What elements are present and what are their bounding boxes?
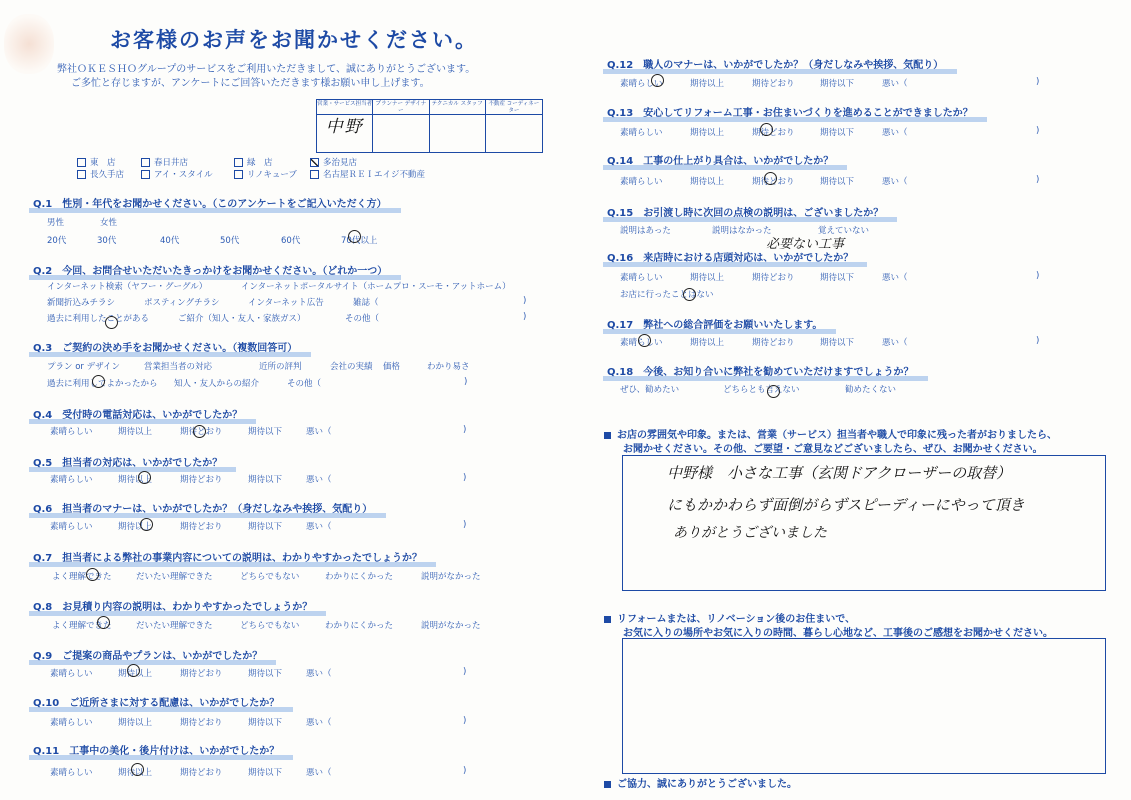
question-label: Q.18 今後、お知り合いに弊社を勧めていただけますでしょうか？ xyxy=(607,363,914,378)
question-label: Q.13 安心してリフォーム工事・お住まいづくりを進めることができましたか？ xyxy=(607,104,973,119)
pen-mark-circle-icon xyxy=(140,518,153,531)
square-bullet-icon xyxy=(604,781,611,788)
staff-name-handwritten: 中野 xyxy=(325,117,364,137)
answer-option[interactable]: 期待以下 xyxy=(248,427,283,437)
closing-paren: ) xyxy=(1036,175,1040,185)
answer-option[interactable]: インターネット検索（ヤフー・グーグル） xyxy=(47,282,208,292)
answer-option[interactable]: インターネット広告 xyxy=(248,298,324,308)
answer-option[interactable]: 営業担当者の対応 xyxy=(144,362,213,372)
pen-mark-circle-icon xyxy=(138,471,151,484)
question-label: Q.8 お見積り内容の説明は、わかりやすかったでしょうか？ xyxy=(33,598,312,613)
pen-mark-circle-icon xyxy=(651,74,664,87)
answer-option[interactable]: どちらでもない xyxy=(240,572,300,582)
answer-option[interactable]: 素晴らしい xyxy=(50,475,93,485)
answer-option[interactable]: 期待どおり xyxy=(752,338,795,348)
answer-option[interactable]: 知人・友人からの紹介 xyxy=(174,379,260,389)
staff-table xyxy=(316,99,543,153)
question-label: Q.11 工事中の美化・後片付けは、いかがでしたか？ xyxy=(33,742,279,757)
answer-option[interactable]: 悪い（ xyxy=(306,475,332,485)
store-option[interactable] xyxy=(310,156,357,168)
answer-option[interactable]: 期待以上 xyxy=(690,338,725,348)
answer-option[interactable]: 男性 xyxy=(47,218,65,228)
answer-option[interactable]: 期待どおり xyxy=(752,128,795,138)
answer-option[interactable]: 期待以下 xyxy=(248,475,283,485)
question-label: Q.16 来店時における店頭対応は、いかがでしたか？ xyxy=(607,249,853,264)
comment-line-2: にもかかわらず面倒がらずスピーディーにやって頂き xyxy=(667,496,1025,514)
store-label: アイ・スタイル xyxy=(154,170,213,180)
answer-option[interactable]: 女性 xyxy=(100,218,118,228)
answer-option[interactable]: 60代 xyxy=(281,236,301,246)
answer-option[interactable]: 期待どおり xyxy=(180,718,223,728)
comment-line-1: 中野様 小さな工事（玄関ドアクローザーの取替） xyxy=(667,464,1012,482)
answer-option[interactable]: 期待以上 xyxy=(118,669,153,679)
staff-cell-sales[interactable] xyxy=(317,115,373,152)
answer-option[interactable]: 説明がなかった xyxy=(421,621,481,631)
answer-option[interactable]: 期待以上 xyxy=(690,128,725,138)
question-label: Q.15 お引渡し時に次回の点検の説明は、ございましたか？ xyxy=(607,204,883,219)
closing-paren: ) xyxy=(463,667,467,677)
answer-option[interactable]: 期待以下 xyxy=(820,128,855,138)
intro-line-2: ご多忙と存じますが、アンケートにご回答いただきます様お願い申し上げます。 xyxy=(71,78,430,89)
checkbox-icon[interactable] xyxy=(234,158,243,167)
answer-option[interactable]: 悪い（ xyxy=(882,177,908,187)
comment-box[interactable] xyxy=(622,455,1106,591)
answer-option[interactable]: 期待以上 xyxy=(690,273,725,283)
q15-handwritten-note: 必要ない工事 xyxy=(766,237,845,252)
checkbox-icon[interactable] xyxy=(77,158,86,167)
question-label: Q.17 弊社への総合評価をお願いいたします。 xyxy=(607,316,822,331)
answer-option[interactable]: わかり易さ xyxy=(427,362,470,372)
answer-option[interactable]: インターネットポータルサイト（ホームプロ・スーモ・アットホーム） xyxy=(241,282,511,292)
question-label: Q.6 担当者のマナーは、いかがでしたか？（身だしなみや挨拶、気配り） xyxy=(33,500,372,515)
staff-cell-technical[interactable] xyxy=(430,115,486,152)
checkbox-icon[interactable] xyxy=(310,170,319,179)
impression-box[interactable] xyxy=(622,638,1106,774)
answer-option[interactable]: 期待以下 xyxy=(820,338,855,348)
answer-option[interactable]: 50代 xyxy=(220,236,240,246)
question-label: Q.14 工事の仕上がり具合は、いかがでしたか？ xyxy=(607,152,833,167)
answer-option[interactable]: 20代 xyxy=(47,236,67,246)
question-label: Q.4 受付時の電話対応は、いかがでしたか？ xyxy=(33,406,242,421)
answer-option[interactable]: 覚えていない xyxy=(818,226,870,236)
answer-option[interactable]: 素晴らしい xyxy=(620,338,663,348)
answer-option[interactable]: 悪い（ xyxy=(306,669,332,679)
answer-option[interactable]: 期待どおり xyxy=(180,768,223,778)
store-label: リノキューブ xyxy=(247,170,297,180)
answer-option[interactable]: 素晴らしい xyxy=(50,522,93,532)
impression-prompt-2: お気に入りの場所やお気に入りの時間、暮らし心地など、工事後のご感想をお聞かせください。 xyxy=(623,628,1053,639)
answer-option[interactable]: 期待以下 xyxy=(820,79,855,89)
answer-option[interactable]: 過去に利用したことがある xyxy=(47,314,150,324)
closing-paren: ) xyxy=(523,296,527,306)
answer-option[interactable]: 素晴らしい xyxy=(620,79,663,89)
answer-option[interactable]: 期待以下 xyxy=(820,177,855,187)
answer-option[interactable]: 期待どおり xyxy=(180,427,223,437)
store-option[interactable] xyxy=(141,168,213,180)
answer-option[interactable]: 説明はあった xyxy=(620,226,671,236)
closing-paren: ) xyxy=(1036,271,1040,281)
answer-option[interactable]: 価格 xyxy=(383,362,401,372)
answer-option[interactable]: お店に行ったことはない xyxy=(620,290,714,300)
answer-option[interactable]: ご紹介（知人・友人・家族ガス） xyxy=(178,314,306,324)
answer-option[interactable]: よく理解できた xyxy=(52,621,112,631)
closing-paren: ) xyxy=(463,716,467,726)
answer-option[interactable]: 期待以下 xyxy=(820,273,855,283)
store-option[interactable] xyxy=(77,168,124,180)
answer-option[interactable]: 期待以上 xyxy=(118,768,153,778)
answer-option[interactable]: 40代 xyxy=(160,236,180,246)
checked-box-icon[interactable] xyxy=(310,158,319,167)
answer-option[interactable]: 期待どおり xyxy=(752,177,795,187)
answer-option[interactable]: 70代以上 xyxy=(341,236,378,246)
question-label: Q.10 ご近所さまに対する配慮は、いかがでしたか？ xyxy=(33,694,279,709)
answer-option[interactable]: 会社の実績 xyxy=(330,362,373,372)
answer-option[interactable]: 期待以上 xyxy=(118,522,153,532)
answer-option[interactable]: わかりにくかった xyxy=(325,621,394,631)
answer-option[interactable]: 新聞折込みチラシ xyxy=(47,298,116,308)
pen-mark-circle-icon xyxy=(131,763,144,776)
pen-mark-circle-icon xyxy=(638,334,651,347)
question-label: Q.5 担当者の対応は、いかがでしたか？ xyxy=(33,454,222,469)
decorative-flower-stamp xyxy=(4,14,54,74)
pen-mark-circle-icon xyxy=(92,375,105,388)
pen-mark-circle-icon xyxy=(86,568,99,581)
staff-cell-planner[interactable] xyxy=(373,115,429,152)
answer-option[interactable]: 悪い（ xyxy=(306,427,332,437)
answer-option[interactable]: 30代 xyxy=(97,236,117,246)
pen-mark-circle-icon xyxy=(127,664,140,677)
square-bullet-icon xyxy=(604,432,611,439)
closing-paren: ) xyxy=(463,425,467,435)
answer-option[interactable]: どちらでもない xyxy=(240,621,300,631)
staff-cell-realestate[interactable] xyxy=(486,115,542,152)
pen-mark-circle-icon xyxy=(767,385,780,398)
answer-option[interactable]: 期待以下 xyxy=(248,522,283,532)
closing-paren: ) xyxy=(1036,77,1040,87)
checkbox-icon[interactable] xyxy=(141,170,150,179)
answer-option[interactable]: その他（ xyxy=(287,379,322,389)
answer-option[interactable]: 期待以上 xyxy=(118,718,153,728)
answer-option[interactable]: ポスティングチラシ xyxy=(144,298,220,308)
store-label: 多治見店 xyxy=(323,158,358,168)
page-title: お客様のお声をお聞かせください。 xyxy=(110,28,478,52)
answer-option[interactable]: 過去に利用してよかったから xyxy=(47,379,158,389)
answer-option[interactable]: わかりにくかった xyxy=(325,572,394,582)
closing-paren: ) xyxy=(463,473,467,483)
intro-line-1: 弊社ＯＫＥＳＨＯグループのサービスをご利用いただきまして、誠にありがとうございます。 xyxy=(57,64,476,75)
answer-option[interactable]: 雑誌（ xyxy=(353,298,379,308)
answer-option[interactable]: 素晴らしい xyxy=(50,768,93,778)
question-label: Q.9 ご提案の商品やプランは、いかがでしたか？ xyxy=(33,647,262,662)
answer-option[interactable]: 素晴らしい xyxy=(620,177,663,187)
pen-mark-circle-icon xyxy=(348,230,361,243)
store-option[interactable] xyxy=(234,168,297,180)
comment-line-3: ありがとうございました xyxy=(673,525,827,541)
answer-option[interactable]: どちらとも言えない xyxy=(723,385,800,395)
answer-option[interactable]: 期待以下 xyxy=(248,768,283,778)
answer-option[interactable]: 期待以上 xyxy=(118,475,153,485)
answer-option[interactable]: 素晴らしい xyxy=(620,273,663,283)
question-label: Q.1 性別・年代をお聞かせください。（このアンケートをご記入いただく方） xyxy=(33,195,387,210)
square-bullet-icon xyxy=(604,616,611,623)
answer-option[interactable]: 素晴らしい xyxy=(50,669,93,679)
answer-option[interactable]: 期待以上 xyxy=(690,177,725,187)
footer-thanks: ご協力、誠にありがとうございました。 xyxy=(604,775,797,790)
answer-option[interactable]: 期待どおり xyxy=(180,522,223,532)
closing-paren: ) xyxy=(523,312,527,322)
closing-paren: ) xyxy=(463,520,467,530)
answer-option[interactable]: 悪い（ xyxy=(306,522,332,532)
answer-option[interactable]: 説明はなかった xyxy=(712,226,772,236)
comment-prompt-2: お聞かせください。その他、ご要望・ご意見などございましたら、ぜひ、お聞かせください。 xyxy=(623,444,1043,455)
checkbox-icon[interactable] xyxy=(141,158,150,167)
answer-option[interactable]: 期待どおり xyxy=(752,79,795,89)
staff-header-planner: プランナー デザイナー xyxy=(373,100,429,115)
answer-option[interactable]: 近所の評判 xyxy=(259,362,302,372)
answer-option[interactable]: よく理解できた xyxy=(52,572,112,582)
answer-option[interactable]: 悪い（ xyxy=(882,273,908,283)
question-label: Q.12 職人のマナーは、いかがでしたか？（身だしなみや挨拶、気配り） xyxy=(607,56,943,71)
answer-option[interactable]: 素晴らしい xyxy=(50,427,93,437)
store-option[interactable] xyxy=(141,156,188,168)
store-label: 緑 店 xyxy=(247,158,273,168)
answer-option[interactable]: 悪い（ xyxy=(306,768,332,778)
staff-header-sales: 営業・サービス担当者 xyxy=(317,100,373,115)
staff-header-realestate: 不動産 コーディネーター xyxy=(486,100,542,115)
pen-mark-circle-icon xyxy=(193,425,206,438)
answer-option[interactable]: 期待どおり xyxy=(180,475,223,485)
answer-option[interactable]: 期待どおり xyxy=(180,669,223,679)
comment-prompt-1: お店の雰囲気や印象。または、営業（サービス）担当者や職人で印象に残った者がおりましたら、 xyxy=(604,426,1057,441)
pen-mark-circle-icon xyxy=(683,288,696,301)
question-label: Q.7 担当者による弊社の事業内容についての説明は、わかりやすかったでしょうか？ xyxy=(33,549,422,564)
store-label: 春日井店 xyxy=(154,158,189,168)
answer-option[interactable]: 期待以上 xyxy=(118,427,153,437)
answer-option[interactable]: 期待以上 xyxy=(690,79,725,89)
closing-paren: ) xyxy=(463,766,467,776)
checkbox-icon[interactable] xyxy=(234,170,243,179)
store-label: 長久手店 xyxy=(90,170,125,180)
answer-option[interactable]: 素晴らしい xyxy=(620,128,663,138)
answer-option[interactable]: だいたい理解できた xyxy=(136,572,213,582)
store-label: 東 店 xyxy=(90,158,116,168)
answer-option[interactable]: 素晴らしい xyxy=(50,718,93,728)
staff-header-technical: テクニカル スタッフ xyxy=(430,100,486,115)
impression-prompt-1: リフォームまたは、リノベーション後のお住まいで、 xyxy=(604,610,855,625)
closing-paren: ) xyxy=(1036,126,1040,136)
answer-option[interactable]: 期待以下 xyxy=(248,669,283,679)
answer-option[interactable]: プラン or デザイン xyxy=(47,362,121,372)
answer-option[interactable]: 期待どおり xyxy=(752,273,795,283)
answer-option[interactable]: 悪い（ xyxy=(306,718,332,728)
answer-option[interactable]: 期待以下 xyxy=(248,718,283,728)
answer-option[interactable]: 悪い（ xyxy=(882,79,908,89)
answer-option[interactable]: 悪い（ xyxy=(882,338,908,348)
pen-mark-circle-icon xyxy=(105,316,118,329)
answer-option[interactable]: その他（ xyxy=(345,314,380,324)
answer-option[interactable]: ぜひ、勧めたい xyxy=(620,385,680,395)
closing-paren: ) xyxy=(1036,336,1040,346)
pen-mark-circle-icon xyxy=(97,616,110,629)
pen-mark-circle-icon xyxy=(764,172,777,185)
closing-paren: ) xyxy=(464,377,468,387)
store-option[interactable] xyxy=(310,168,425,180)
answer-option[interactable]: だいたい理解できた xyxy=(136,621,213,631)
store-label: 名古屋ＲＥＩエイジ不動産 xyxy=(323,170,426,180)
store-option[interactable] xyxy=(234,156,273,168)
question-label: Q.3 ご契約の決め手をお聞かせください。（複数回答可） xyxy=(33,339,297,354)
answer-option[interactable]: 説明がなかった xyxy=(421,572,481,582)
answer-option[interactable]: 悪い（ xyxy=(882,128,908,138)
checkbox-icon[interactable] xyxy=(77,170,86,179)
store-option[interactable] xyxy=(77,156,116,168)
answer-option[interactable]: 勧めたくない xyxy=(845,385,897,395)
pen-mark-circle-icon xyxy=(760,123,773,136)
question-label: Q.2 今回、お問合せいただいたきっかけをお聞かせください。（どれか一つ） xyxy=(33,262,387,277)
